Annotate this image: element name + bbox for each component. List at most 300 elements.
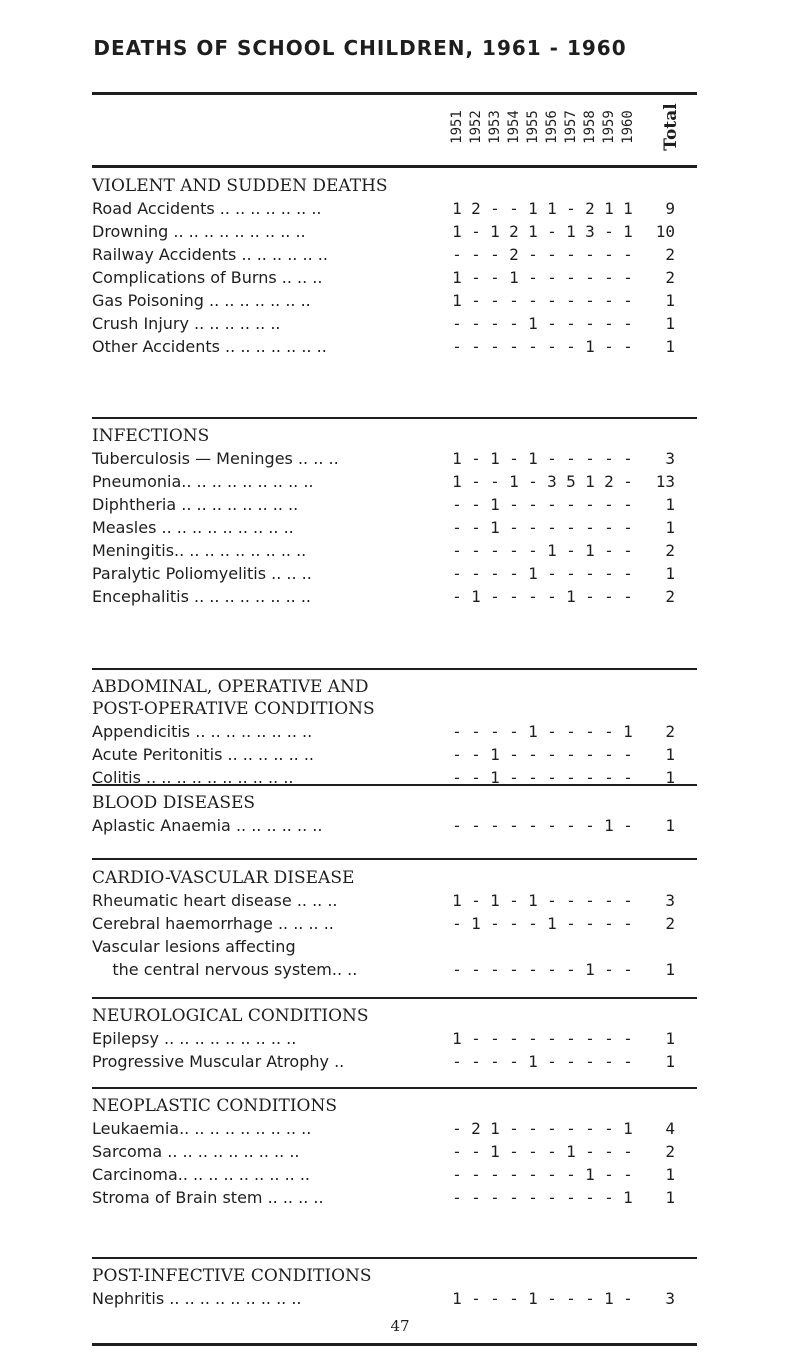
year-cell: -: [528, 1188, 538, 1207]
row-values: [447, 539, 697, 562]
year-cell: 1: [452, 222, 462, 241]
year-cell: 3: [547, 472, 557, 491]
section: [92, 867, 702, 981]
year-cell: -: [566, 1029, 576, 1048]
year-label: 1952: [468, 110, 484, 144]
year-label: 1953: [487, 110, 503, 144]
year-cell: -: [585, 291, 595, 310]
table-row: [92, 243, 702, 266]
year-cell: -: [471, 472, 481, 491]
table-row: [92, 1027, 702, 1050]
year-cell: -: [471, 495, 481, 514]
year-cell: -: [585, 816, 595, 835]
year-cell: -: [452, 518, 462, 537]
year-cell: 2: [509, 222, 519, 241]
year-cell: -: [623, 816, 633, 835]
year-cell: -: [547, 1029, 557, 1048]
year-cell: -: [566, 245, 576, 264]
year-cell: -: [604, 564, 614, 583]
table-row: [92, 720, 702, 743]
year-cell: -: [490, 564, 500, 583]
year-cell: 1: [528, 1052, 538, 1071]
year-cell: -: [604, 268, 614, 287]
section: [92, 1005, 702, 1073]
row-label: Leukaemia.. .. .. .. .. .. .. .. ..: [92, 1119, 312, 1138]
year-cell: -: [509, 314, 519, 333]
table-row: [92, 1287, 702, 1310]
year-cell: -: [471, 1052, 481, 1071]
year-cell: -: [490, 1289, 500, 1308]
total-cell: 1: [665, 1188, 675, 1207]
page-title: DEATHS OF SCHOOL CHILDREN, 1961 - 1960: [93, 36, 627, 60]
row-label: Road Accidents .. .. .. .. .. .. ..: [92, 199, 322, 218]
year-cell: 1: [528, 222, 538, 241]
year-cell: -: [490, 245, 500, 264]
year-cell: -: [490, 816, 500, 835]
year-cell: -: [528, 1165, 538, 1184]
year-cell: 1: [623, 722, 633, 741]
section-rule: [92, 417, 697, 419]
total-cell: 1: [665, 314, 675, 333]
year-header: [0, 102, 800, 162]
year-cell: -: [452, 768, 462, 787]
year-cell: -: [547, 268, 557, 287]
year-cell: -: [547, 722, 557, 741]
year-cell: -: [471, 891, 481, 910]
year-cell: -: [585, 891, 595, 910]
section-rule: [92, 1343, 697, 1346]
year-cell: 1: [547, 914, 557, 933]
total-cell: 3: [665, 1289, 675, 1308]
year-cell: -: [471, 960, 481, 979]
year-cell: -: [452, 495, 462, 514]
row-values: [447, 447, 697, 470]
table-row: [92, 912, 702, 935]
row-label: Acute Peritonitis .. .. .. .. .. ..: [92, 745, 314, 764]
year-cell: -: [490, 472, 500, 491]
total-cell: 1: [665, 745, 675, 764]
row-label: Cerebral haemorrhage .. .. .. ..: [92, 914, 334, 933]
section-rule: [92, 1087, 697, 1089]
year-cell: -: [490, 1029, 500, 1048]
year-cell: -: [509, 1119, 519, 1138]
year-cell: -: [471, 222, 481, 241]
section-heading: BLOOD DISEASES: [92, 793, 256, 813]
table-row: [92, 585, 702, 608]
table-row: [92, 266, 702, 289]
year-cell: -: [585, 245, 595, 264]
year-cell: -: [547, 314, 557, 333]
year-cell: -: [528, 518, 538, 537]
total-cell: 2: [665, 914, 675, 933]
year-cell: -: [452, 1188, 462, 1207]
year-cell: -: [585, 768, 595, 787]
year-cell: 1: [623, 199, 633, 218]
row-label: Encephalitis .. .. .. .. .. .. .. ..: [92, 587, 311, 606]
year-cell: -: [585, 449, 595, 468]
total-cell: 3: [665, 891, 675, 910]
year-cell: 1: [452, 268, 462, 287]
year-col-header: [545, 102, 559, 152]
year-cell: -: [547, 245, 557, 264]
year-col-header: [583, 102, 597, 152]
total-cell: 1: [665, 816, 675, 835]
year-col-header: [488, 102, 502, 152]
row-label: Rheumatic heart disease .. .. ..: [92, 891, 338, 910]
year-cell: -: [452, 722, 462, 741]
year-cell: -: [471, 564, 481, 583]
table-row: [92, 493, 702, 516]
row-label: Nephritis .. .. .. .. .. .. .. .. ..: [92, 1289, 302, 1308]
year-cell: 1: [528, 722, 538, 741]
year-col-header: [621, 102, 635, 152]
year-cell: -: [471, 722, 481, 741]
year-cell: -: [547, 816, 557, 835]
year-cell: -: [566, 1165, 576, 1184]
year-cell: -: [490, 268, 500, 287]
section-heading: VIOLENT AND SUDDEN DEATHS: [92, 176, 388, 196]
total-cell: 2: [665, 587, 675, 606]
year-cell: -: [509, 1188, 519, 1207]
year-cell: -: [528, 541, 538, 560]
year-cell: 1: [566, 1142, 576, 1161]
year-cell: 1: [490, 745, 500, 764]
row-values: [447, 470, 697, 493]
year-cell: 1: [585, 472, 595, 491]
year-cell: -: [509, 1029, 519, 1048]
year-cell: -: [604, 337, 614, 356]
year-cell: 1: [509, 268, 519, 287]
year-cell: -: [528, 291, 538, 310]
row-values: [447, 220, 697, 243]
year-cell: -: [547, 891, 557, 910]
year-cell: -: [566, 337, 576, 356]
total-cell: 1: [665, 518, 675, 537]
year-cell: -: [490, 1188, 500, 1207]
year-cell: -: [452, 816, 462, 835]
year-cell: 1: [528, 1289, 538, 1308]
row-values: [447, 889, 697, 912]
year-cell: 1: [509, 472, 519, 491]
year-cell: -: [623, 314, 633, 333]
year-cell: -: [471, 816, 481, 835]
year-cell: -: [471, 518, 481, 537]
table-row: [92, 1140, 702, 1163]
year-cell: -: [604, 245, 614, 264]
year-cell: -: [471, 541, 481, 560]
year-cell: -: [566, 268, 576, 287]
row-label: Epilepsy .. .. .. .. .. .. .. .. ..: [92, 1029, 297, 1048]
year-cell: -: [585, 564, 595, 583]
year-cell: -: [585, 587, 595, 606]
year-cell: -: [604, 891, 614, 910]
year-cell: -: [566, 768, 576, 787]
year-cell: -: [452, 1142, 462, 1161]
year-col-header: [450, 102, 464, 152]
year-cell: -: [623, 914, 633, 933]
year-cell: -: [509, 564, 519, 583]
year-cell: -: [490, 1165, 500, 1184]
row-label: Aplastic Anaemia .. .. .. .. .. ..: [92, 816, 323, 835]
year-cell: -: [604, 314, 614, 333]
row-values: [447, 493, 697, 516]
year-cell: -: [471, 314, 481, 333]
section: [92, 676, 702, 789]
year-cell: 1: [490, 449, 500, 468]
year-cell: 1: [452, 1029, 462, 1048]
year-cell: 1: [528, 891, 538, 910]
year-cell: -: [528, 745, 538, 764]
year-cell: -: [566, 518, 576, 537]
row-label: Drowning .. .. .. .. .. .. .. .. ..: [92, 222, 306, 241]
year-col-header: [602, 102, 616, 152]
total-cell: 1: [665, 1052, 675, 1071]
year-cell: -: [547, 1188, 557, 1207]
row-values: [447, 1050, 697, 1073]
year-cell: -: [528, 1029, 538, 1048]
section: [92, 175, 702, 358]
row-values: [447, 197, 697, 220]
table-row: [92, 562, 702, 585]
year-cell: -: [509, 914, 519, 933]
year-cell: -: [604, 1165, 614, 1184]
year-cell: -: [547, 518, 557, 537]
year-cell: -: [623, 1029, 633, 1048]
year-cell: -: [471, 268, 481, 287]
year-col-header: [507, 102, 521, 152]
year-cell: -: [604, 1188, 614, 1207]
year-cell: -: [490, 337, 500, 356]
table-row: [92, 889, 702, 912]
year-cell: -: [471, 1289, 481, 1308]
row-values: [447, 1027, 697, 1050]
year-col-header: [564, 102, 578, 152]
year-cell: -: [623, 1289, 633, 1308]
year-cell: -: [566, 1289, 576, 1308]
year-cell: 1: [528, 314, 538, 333]
year-cell: -: [509, 960, 519, 979]
year-cell: 1: [547, 199, 557, 218]
year-label: 1956: [544, 110, 560, 144]
year-cell: -: [547, 768, 557, 787]
year-cell: -: [452, 960, 462, 979]
year-cell: -: [585, 518, 595, 537]
table-row: [92, 220, 702, 243]
row-values: [447, 562, 697, 585]
year-cell: -: [452, 1119, 462, 1138]
year-cell: -: [547, 564, 557, 583]
row-label: Vascular lesions affecting the central nervous system.. ..: [92, 937, 358, 979]
section-heading: INFECTIONS: [92, 426, 210, 446]
section-rule: [92, 1257, 697, 1259]
row-label: Measles .. .. .. .. .. .. .. .. ..: [92, 518, 294, 537]
year-cell: -: [585, 1029, 595, 1048]
row-label: Colitis .. .. .. .. .. .. .. .. .. ..: [92, 768, 294, 787]
year-cell: -: [623, 960, 633, 979]
year-cell: -: [566, 1188, 576, 1207]
row-values: [447, 814, 697, 837]
year-cell: 2: [604, 472, 614, 491]
row-label: Diphtheria .. .. .. .. .. .. .. ..: [92, 495, 299, 514]
year-cell: -: [604, 960, 614, 979]
year-cell: -: [471, 291, 481, 310]
year-cell: 2: [585, 199, 595, 218]
row-values: [447, 516, 697, 539]
year-cell: -: [585, 1289, 595, 1308]
year-cell: -: [566, 816, 576, 835]
year-cell: 1: [452, 1289, 462, 1308]
year-cell: -: [566, 541, 576, 560]
year-cell: 1: [547, 541, 557, 560]
row-values: [447, 743, 697, 766]
year-cell: -: [623, 541, 633, 560]
page-number: 47: [390, 1317, 410, 1335]
year-cell: -: [623, 518, 633, 537]
year-cell: -: [528, 816, 538, 835]
year-cell: -: [452, 1052, 462, 1071]
section-heading: ABDOMINAL, OPERATIVE AND POST-OPERATIVE CONDITIONS: [92, 677, 375, 719]
year-cell: -: [528, 245, 538, 264]
row-values: [447, 958, 697, 981]
year-cell: -: [509, 1142, 519, 1161]
year-cell: -: [585, 722, 595, 741]
year-cell: -: [452, 745, 462, 764]
year-cell: 1: [585, 541, 595, 560]
total-cell: 4: [665, 1119, 675, 1138]
year-cell: -: [604, 291, 614, 310]
year-cell: -: [623, 1165, 633, 1184]
year-cell: -: [528, 268, 538, 287]
year-cell: 1: [471, 587, 481, 606]
year-cell: 3: [585, 222, 595, 241]
year-cell: 5: [566, 472, 576, 491]
header-rule-top: [92, 92, 697, 95]
row-values: [447, 1186, 697, 1209]
table-row: [92, 289, 702, 312]
year-cell: -: [528, 587, 538, 606]
total-cell: 1: [665, 337, 675, 356]
year-cell: -: [623, 495, 633, 514]
year-cell: -: [604, 1119, 614, 1138]
section: [92, 1095, 702, 1209]
year-cell: 1: [623, 222, 633, 241]
year-cell: 1: [604, 199, 614, 218]
year-cell: 1: [452, 199, 462, 218]
year-cell: 1: [452, 291, 462, 310]
year-cell: -: [471, 245, 481, 264]
year-cell: -: [509, 1289, 519, 1308]
year-cell: -: [547, 960, 557, 979]
year-cell: 1: [490, 891, 500, 910]
year-cell: -: [585, 314, 595, 333]
table-row: [92, 539, 702, 562]
year-cell: -: [547, 587, 557, 606]
table-row: [92, 312, 702, 335]
year-cell: 1: [566, 222, 576, 241]
year-cell: -: [509, 291, 519, 310]
year-cell: 1: [528, 199, 538, 218]
year-cell: 1: [490, 222, 500, 241]
year-cell: -: [471, 1165, 481, 1184]
year-cell: -: [509, 587, 519, 606]
year-cell: -: [547, 337, 557, 356]
year-cell: -: [585, 495, 595, 514]
total-cell: 3: [665, 449, 675, 468]
table-row: [92, 197, 702, 220]
year-cell: -: [509, 495, 519, 514]
year-cell: 1: [452, 472, 462, 491]
header-rule-bottom: [92, 165, 697, 168]
year-cell: -: [452, 1165, 462, 1184]
year-cell: -: [547, 1142, 557, 1161]
year-cell: -: [547, 1289, 557, 1308]
year-cell: 1: [604, 1289, 614, 1308]
row-label: Meningitis.. .. .. .. .. .. .. .. ..: [92, 541, 307, 560]
year-label: 1960: [620, 110, 636, 144]
total-col-header: [661, 102, 681, 152]
year-cell: -: [547, 449, 557, 468]
year-cell: -: [528, 1119, 538, 1138]
year-cell: -: [604, 222, 614, 241]
table-row: [92, 516, 702, 539]
year-cell: 1: [585, 337, 595, 356]
year-cell: 1: [604, 816, 614, 835]
year-cell: -: [490, 914, 500, 933]
year-cell: -: [585, 268, 595, 287]
row-values: [447, 335, 697, 358]
row-values: [447, 1117, 697, 1140]
total-cell: 2: [665, 722, 675, 741]
year-label: 1954: [506, 110, 522, 144]
section-heading: NEUROLOGICAL CONDITIONS: [92, 1006, 369, 1026]
year-cell: -: [566, 495, 576, 514]
total-cell: 1: [665, 1029, 675, 1048]
year-cell: -: [623, 1052, 633, 1071]
year-cell: -: [528, 914, 538, 933]
table-row: [92, 1186, 702, 1209]
table-row: [92, 1117, 702, 1140]
year-cell: -: [604, 449, 614, 468]
year-cell: -: [623, 768, 633, 787]
year-cell: -: [471, 745, 481, 764]
row-values: [447, 1163, 697, 1186]
section-heading: POST-INFECTIVE CONDITIONS: [92, 1266, 372, 1286]
year-label: 1951: [449, 110, 465, 144]
year-cell: -: [452, 337, 462, 356]
row-values: [447, 585, 697, 608]
year-cell: -: [566, 722, 576, 741]
year-cell: -: [585, 1188, 595, 1207]
year-cell: -: [490, 960, 500, 979]
year-cell: -: [604, 745, 614, 764]
year-cell: -: [566, 564, 576, 583]
year-cell: -: [547, 1052, 557, 1071]
year-cell: 1: [528, 449, 538, 468]
row-values: [447, 312, 697, 335]
year-cell: -: [547, 495, 557, 514]
table-row: [92, 814, 702, 837]
year-cell: 1: [490, 495, 500, 514]
year-cell: -: [509, 745, 519, 764]
total-cell: 1: [665, 1165, 675, 1184]
total-cell: 13: [655, 472, 675, 491]
section: [92, 1265, 702, 1310]
year-cell: -: [604, 768, 614, 787]
year-cell: -: [623, 291, 633, 310]
section-heading: NEOPLASTIC CONDITIONS: [92, 1096, 338, 1116]
row-label: Railway Accidents .. .. .. .. .. ..: [92, 245, 328, 264]
year-cell: 1: [623, 1119, 633, 1138]
